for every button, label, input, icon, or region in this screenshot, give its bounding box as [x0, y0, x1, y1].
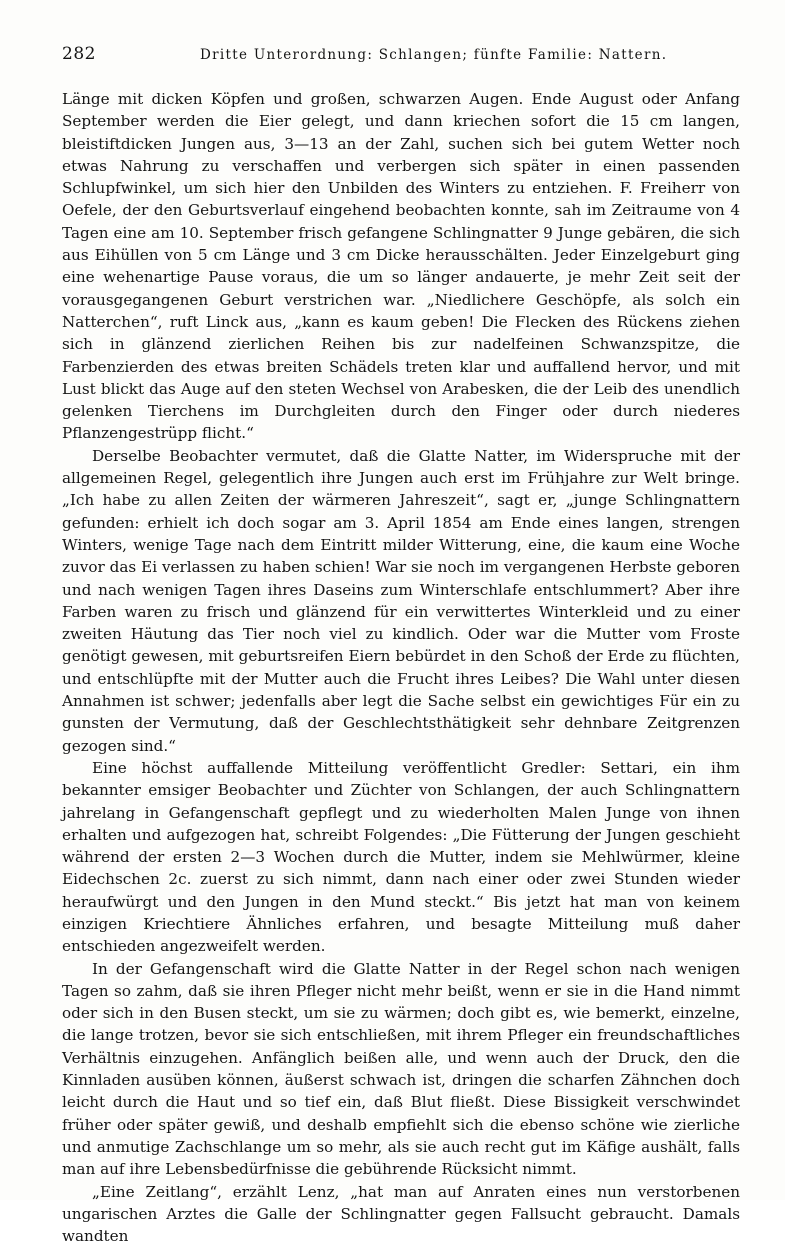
paragraph: „Eine Zeitlang“, erzählt Lenz, „hat man auf Anraten eines nun verstorbenen ungarischen Arztes die Galle der Schlingnatter gegen Fallsucht gebraucht. Damals wandten: [62, 1182, 740, 1246]
paragraph: Derselbe Beobachter vermutet, daß die Glatte Natter, im Widerspruche mit der allgemeinen Regel, gelegentlich ihre Jungen auch erst im Frühjahre zur Welt bringe. „Ich habe zu allen Zeiten der wärmeren Jahreszeit“, sagt er, „junge Schlingnattern gefunden: erhielt ich doch sogar am 3. April 1854 am Ende eines langen, strengen Winters, wenige Tage nach dem Eintritt milder Witterung, eine, die kaum eine Woche zuvor das Ei verlassen zu haben schien! War sie noch im vergangenen Herbste geboren und nach wenigen Tagen ihres Daseins zum Winterschlafe entschlummert? Aber ihre Farben waren zu frisch und glänzend für ein verwittertes Winterkleid und zu einer zweiten Häutung das Tier noch viel zu kindlich. Oder war die Mutter vom Froste genötigt gewesen, mit geburtsreifen Eiern bebürdet in den Schoß der Erde zu flüchten, und entschlüpfte mit der Mutter auch die Frucht ihres Leibes? Die Wahl unter diesen Annahmen ist schwer; jedenfalls aber legt die Sache selbst ein gewichtiges Für ein zu gunsten der Vermutung, daß der Geschlechtsthätigkeit sehr dehnbare Zeitgrenzen gezogen sind.“: [62, 446, 740, 755]
running-head: [62, 44, 745, 70]
running-title: Dritte Unterordnung: Schlangen; fünfte Familie: Nattern.: [200, 47, 668, 63]
paragraph: Eine höchst auffallende Mitteilung veröffentlicht Gredler: Settari, ein ihm bekannter emsiger Beobachter und Züchter von Schlangen, der auch Schlingnattern jahrelang in Gefangenschaft gepflegt und zu wiederholten Malen Junge von ihnen erhalten und aufgezogen hat, schreibt Folgendes: „Die Fütterung der Jungen geschieht während der ersten 2—3 Wochen durch die Mutter, indem sie Mehlwürmer, kleine Eidechschen 2c. zuerst zu sich nimmt, dann nach einer oder zwei Stunden wieder heraufwürgt und den Jungen in den Mund steckt.“ Bis jetzt hat man von keinem einzigen Kriechtiere Ähnliches erfahren, und besagte Mitteilung muß daher entschieden angezweifelt werden.: [62, 758, 740, 956]
paragraph: In der Gefangenschaft wird die Glatte Natter in der Regel schon nach wenigen Tagen so zahm, daß sie ihren Pfleger nicht mehr beißt, wenn er sie in die Hand nimmt oder sich in den Busen steckt, um sie zu wärmen; doch gibt es, wie bemerkt, einzelne, die lange trotzen, bevor sie sich entschließen, mit ihrem Pfleger ein freundschaftliches Verhältnis einzugehen. Anfänglich beißen alle, und wenn auch der Druck, den die Kinnladen ausüben können, äußerst schwach ist, dringen die scharfen Zähnchen doch leicht durch die Haut und so tief ein, daß Blut fließt. Diese Bissigkeit verschwindet früher oder später gewiß, und deshalb empfiehlt sich die ebenso schöne wie zierliche und anmutige Zachschlange um so mehr, als sie auch recht gut im Käfige aushält, falls man auf ihre Lebensbedürfnisse die gebührende Rücksicht nimmt.: [62, 959, 740, 1179]
page-number: 282: [62, 44, 96, 64]
paragraph: Länge mit dicken Köpfen und großen, schwarzen Augen. Ende August oder Anfang September werden die Eier gelegt, und dann kriechen sofort die 15 cm langen, bleistiftdicken Jungen aus, 3—13 an der Zahl, suchen sich bei gutem Wetter noch etwas Nahrung zu verschaffen und verbergen sich später in einen passenden Schlupfwinkel, um sich hier den Unbilden des Winters zu entziehen. F. Freiherr von Oefele, der den Geburtsverlauf eingehend beobachten konnte, sah im Zeitraume von 4 Tagen eine am 10. September frisch gefangene Schlingnatter 9 Junge gebären, die sich aus Eihüllen von 5 cm Länge und 3 cm Dicke herausschälten. Jeder Einzelgeburt ging eine wehenartige Pause voraus, die um so länger andauerte, je mehr Zeit seit der vorausgegangenen Geburt verstrichen war. „Niedlichere Geschöpfe, als solch ein Natterchen“, ruft Linck aus, „kann es kaum geben! Die Flecken des Rückens ziehen sich in glänzend zierlichen Reihen bis zur nadelfeinen Schwanzspitze, die Farbenzierden des etwas breiten Schädels treten klar und auffallend hervor, und mit Lust blickt das Auge auf den steten Wechsel von Arabesken, die der Leib des unendlich gelenken Tierchens im Durchgleiten durch den Finger oder durch niederes Pflanzengestrüpp flicht.“: [62, 90, 740, 443]
body-text: [62, 88, 740, 1247]
